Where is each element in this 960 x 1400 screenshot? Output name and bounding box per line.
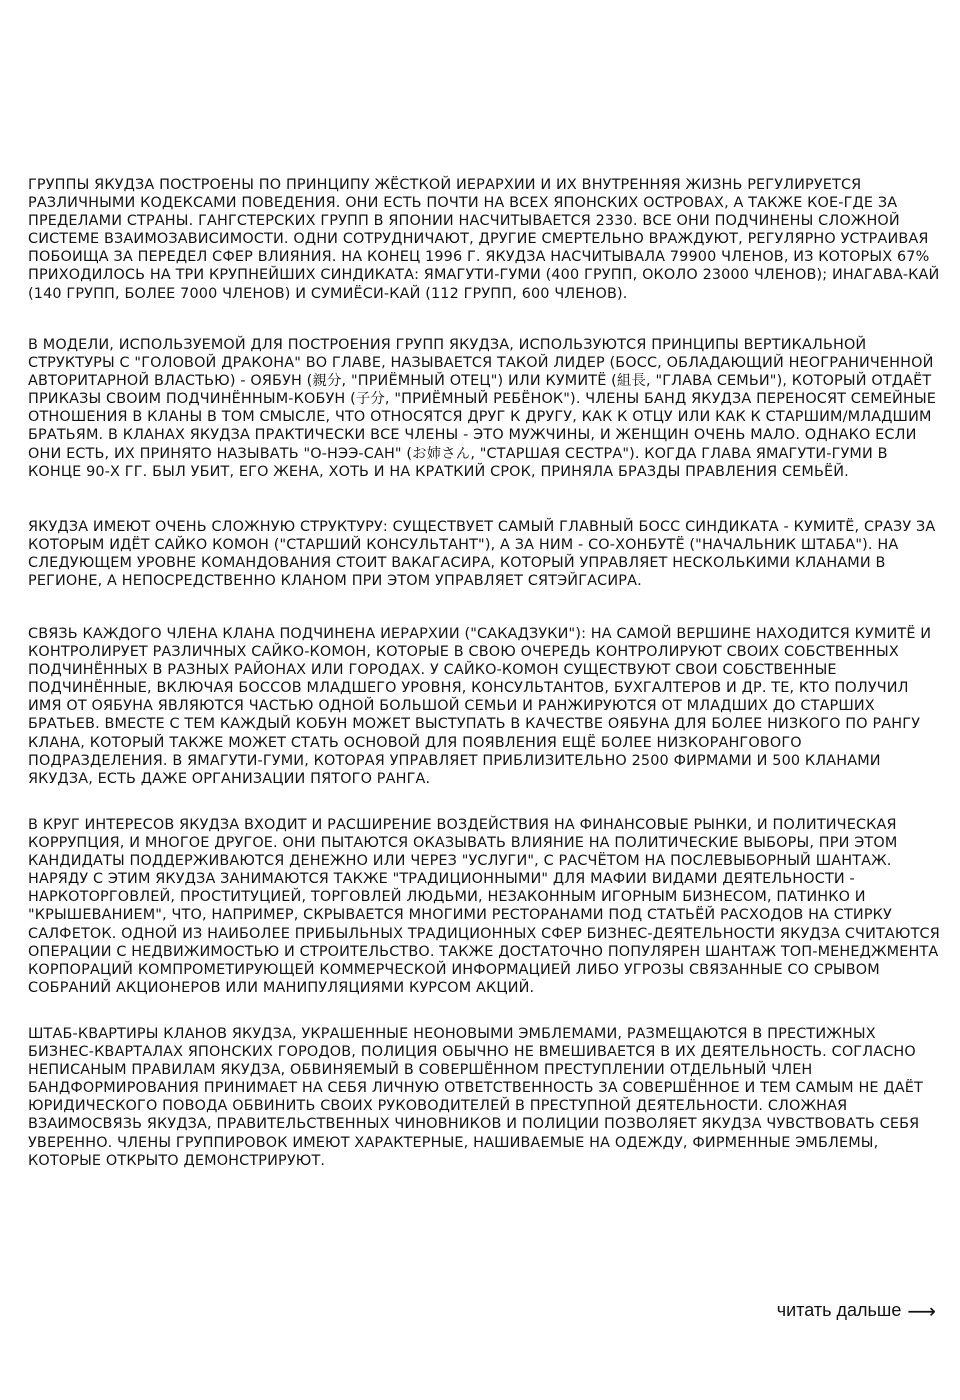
read-more-link[interactable] xyxy=(777,1300,936,1321)
paragraph-headquarters: ШТАБ-КВАРТИРЫ КЛАНОВ ЯКУДЗА, УКРАШЕННЫЕ НЕОНОВЫМИ ЭМБЛЕМАМИ, РАЗМЕЩАЮТСЯ В ПРЕСТИЖНЫХ БИЗНЕС-КВАРТАЛАХ ЯПОНСКИХ ГОРОДОВ, ПОЛИЦИЯ ОБЫЧНО НЕ ВМЕШИВАЕТСЯ В ИХ ДЕЯТЕЛЬНОСТЬ. СОГЛАСНО НЕПИСАНЫМ ПРАВИЛАМ ЯКУДЗА, ОБВИНЯЕМЫЙ В СОВЕРШЁННОМ ПРЕСТУПЛЕНИИ ОТДЕЛЬНЫЙ ЧЛЕН БАНДФОРМИРОВАНИЯ ПРИНИМАЕТ НА СЕБЯ ЛИЧНУЮ ОТВЕТСТВЕННОСТЬ ЗА СОВЕРШЁННОЕ И ТЕМ САМЫМ НЕ ДАЁТ ЮРИДИЧЕСКОГО ПОВОДА ОБВИНИТЬ СВОИХ РУКОВОДИТЕЛЕЙ В ПРЕСТУПНОЙ ДЕЯТЕЛЬНОСТИ. СЛОЖНАЯ ВЗАИМОСВЯЗЬ ЯКУДЗА, ПРАВИТЕЛЬСТВЕННЫХ ЧИНОВНИКОВ И ПОЛИЦИИ ПОЗВОЛЯЕТ ЯКУДЗА ЧУВСТВОВАТЬ СЕБЯ УВЕРЕННО. ЧЛЕНЫ ГРУППИРОВОК ИМЕЮТ ХАРАКТЕРНЫЕ, НАШИВАЕМЫЕ НА ОДЕЖДУ, ФИРМЕННЫЕ ЭМБЛЕМЫ, КОТОРЫЕ ОТКРЫТО ДЕМОНСТРИРУЮТ. xyxy=(28,1026,923,1169)
paragraph-interests: В КРУГ ИНТЕРЕСОВ ЯКУДЗА ВХОДИТ И РАСШИРЕНИЕ ВОЗДЕЙСТВИЯ НА ФИНАНСОВЫЕ РЫНКИ, И ПОЛИТИЧЕСКАЯ КОРРУПЦИЯ, И МНОГОЕ ДРУГОЕ. ОНИ ПЫТАЮТСЯ ОКАЗЫВАТЬ ВЛИЯНИЕ НА ПОЛИТИЧЕСКИЕ ВЫБОРЫ, ПРИ ЭТОМ КАНДИДАТЫ ПОДДЕРЖИВАЮТСЯ ДЕНЕЖНО ИЛИ ЧЕРЕЗ "УСЛУГИ", С РАСЧЁТОМ НА ПОСЛЕВЫБОРНЫЙ ШАНТАЖ. НАРЯДУ С ЭТИМ ЯКУДЗА ЗАНИМАЮТСЯ ТАКЖЕ "ТРАДИЦИОННЫМИ" ДЛЯ МАФИИ ВИДАМИ ДЕЯТЕЛЬНОСТИ - НАРКОТОРГОВЛЕЙ, ПРОСТИТУЦИЕЙ, ТОРГОВЛЕЙ ЛЮДЬМИ, НЕЗАКОННЫМ ИГОРНЫМ БИЗНЕСОМ, ПАТИНКО И "КРЫШЕВАНИЕМ", ЧТО, НАПРИМЕР, СКРЫВАЕТСЯ МНОГИМИ РЕСТОРАНАМИ ПОД СТАТЬЁЙ РАСХОДОВ НА СТИРКУ САЛФЕТОК. ОДНОЙ ИЗ НАИБОЛЕЕ ПРИБЫЛЬНЫХ ТРАДИЦИОННЫХ СФЕР БИЗНЕС-ДЕЯТЕЛЬНОСТИ ЯКУДЗА СЧИТАЮТСЯ ОПЕРАЦИИ С НЕДВИЖИМОСТЬЮ И СТРОИТЕЛЬСТВО. ТАКЖЕ ДОСТАТОЧНО ПОПУЛЯРЕН ШАНТАЖ ТОП-МЕНЕДЖМЕНТА КОРПОРАЦИЙ КОМПРОМЕТИРУЮЩЕЙ КОММЕРЧЕСКОЙ ИНФОРМАЦИЕЙ ЛИБО УГРОЗЫ СВЯЗАННЫЕ СО СРЫВОМ СОБРАНИЙ АКЦИОНЕРОВ ИЛИ МАНИПУЛЯЦИЯМИ КУРСОМ АКЦИЙ. xyxy=(28,817,940,996)
paragraph-structure: ЯКУДЗА ИМЕЮТ ОЧЕНЬ СЛОЖНУЮ СТРУКТУРУ: СУЩЕСТВУЕТ САМЫЙ ГЛАВНЫЙ БОСС СИНДИКАТА - КУМИТЁ, СРАЗУ ЗА КОТОРЫМ ИДЁТ САЙКО КОМОН ("СТАРШИЙ КОНСУЛЬТАНТ"), А ЗА НИМ - СО-ХОНБУТЁ ("НАЧАЛЬНИК ШТАБА"). НА СЛЕДУЮЩЕМ УРОВНЕ КОМАНДОВАНИЯ СТОИТ ВАКАГАСИРА, КОТОРЫЙ УПРАВЛЯЕТ НЕСКОЛЬКИМИ КЛАНАМИ В РЕГИОНЕ, А НЕПОСРЕДСТВЕННО КЛАНОМ ПРИ ЭТОМ УПРАВЛЯЕТ СЯТЭЙГАСИРА. xyxy=(28,519,936,590)
arrow-right-icon: ⟶ xyxy=(907,1298,936,1323)
paragraph-yakuza-groups: ГРУППЫ ЯКУДЗА ПОСТРОЕНЫ ПО ПРИНЦИПУ ЖЁСТКОЙ ИЕРАРХИИ И ИХ ВНУТРЕННЯЯ ЖИЗНЬ РЕГУЛИРУЕТСЯ РАЗЛИЧНЫМИ КОДЕКСАМИ ПОВЕДЕНИЯ. ОНИ ЕСТЬ ПОЧТИ НА ВСЕХ ЯПОНСКИХ ОСТРОВАХ, А ТАКЖЕ КОЕ-ГДЕ ЗА ПРЕДЕЛАМИ СТРАНЫ. ГАНГСТЕРСКИХ ГРУПП В ЯПОНИИ НАСЧИТЫВАЕТСЯ 2330. ВСЕ ОНИ ПОДЧИНЕНЫ СЛОЖНОЙ СИСТЕМЕ ВЗАИМОЗАВИСИМОСТИ. ОДНИ СОТРУДНИЧАЮТ, ДРУГИЕ СМЕРТЕЛЬНО ВРАЖДУЮТ, РЕГУЛЯРНО УСТРАИВАЯ ПОБОИЩА ЗА ПЕРЕДЕЛ СФЕР ВЛИЯНИЯ. НА КОНЕЦ 1996 Г. ЯКУДЗА НАСЧИТЫВАЛА 79900 ЧЛЕНОВ, ИЗ КОТОРЫХ 67% ПРИХОДИЛОСЬ НА ТРИ КРУПНЕЙШИХ СИНДИКАТА: ЯМАГУТИ-ГУМИ (400 ГРУПП, ОКОЛО 23000 ЧЛЕНОВ); ИНАГАВА-КАЙ (140 ГРУПП, БОЛЕЕ 7000 ЧЛЕНОВ) И СУМИЁСИ-КАЙ (112 ГРУПП, 600 ЧЛЕНОВ). xyxy=(28,177,940,302)
paragraph-hierarchy-model: В МОДЕЛИ, ИСПОЛЬЗУЕМОЙ ДЛЯ ПОСТРОЕНИЯ ГРУПП ЯКУДЗА, ИСПОЛЬЗУЮТСЯ ПРИНЦИПЫ ВЕРТИКАЛЬНОЙ СТРУКТУРЫ С "ГОЛОВОЙ ДРАКОНА" ВО ГЛАВЕ, НАЗЫВАЕТСЯ ТАКОЙ ЛИДЕР (БОСС, ОБЛАДАЮЩИЙ НЕОГРАНИЧЕННОЙ АВТОРИТАРНОЙ ВЛАСТЬЮ) - ОЯБУН (親分, "ПРИЁМНЫЙ ОТЕЦ") ИЛИ КУМИТЁ (組長, "ГЛАВА СЕМЬИ"), КОТОРЫЙ ОТДАЁТ ПРИКАЗЫ СВОИМ ПОДЧИНЁННЫМ-КОБУН (子分, "ПРИЁМНЫЙ РЕБЁНОК"). ЧЛЕНЫ БАНД ЯКУДЗА ПЕРЕНОСЯТ СЕМЕЙНЫЕ ОТНОШЕНИЯ В КЛАНЫ В ТОМ СМЫСЛЕ, ЧТО ОТНОСЯТСЯ ДРУГ К ДРУГУ, КАК К ОТЦУ ИЛИ КАК К СТАРШИМ/МЛАДШИМ БРАТЬЯМ. В КЛАНАХ ЯКУДЗА ПРАКТИЧЕСКИ ВСЕ ЧЛЕНЫ - ЭТО МУЖЧИНЫ, И ЖЕНЩИН ОЧЕНЬ МАЛО. ОДНАКО ЕСЛИ ОНИ ЕСТЬ, ИХ ПРИНЯТО НАЗЫВАТЬ "О-НЭЭ-САН" (お姉さん, "СТАРШАЯ СЕСТРА"). КОГДА ГЛАВА ЯМАГУТИ-ГУМИ В КОНЦЕ 90-Х ГГ. БЫЛ УБИТ, ЕГО ЖЕНА, ХОТЬ И НА КРАТКИЙ СРОК, ПРИНЯЛА БРАЗДЫ ПРАВЛЕНИЯ СЕМЬЁЙ. xyxy=(28,337,937,480)
read-more-label: читать дальше xyxy=(776,1300,902,1320)
paragraph-sakazuki: СВЯЗЬ КАЖДОГО ЧЛЕНА КЛАНА ПОДЧИНЕНА ИЕРАРХИИ ("САКАДЗУКИ"): НА САМОЙ ВЕРШИНЕ НАХОДИТСЯ КУМИТЁ И КОНТРОЛИРУЕТ РАЗЛИЧНЫХ САЙКО-КОМОН, КОТОРЫЕ В СВОЮ ОЧЕРЕДЬ КОНТРОЛИРУЮТ СВОИХ СОБСТВЕННЫХ ПОДЧИНЁННЫХ В РАЗНЫХ РАЙОНАХ ИЛИ ГОРОДАХ. У САЙКО-КОМОН СУЩЕСТВУЮТ СВОИ СОБСТВЕННЫЕ ПОДЧИНЁННЫЕ, ВКЛЮЧАЯ БОССОВ МЛАДШЕГО УРОВНЯ, КОНСУЛЬТАНТОВ, БУХГАЛТЕРОВ И ДР. ТЕ, КТО ПОЛУЧИЛ ИМЯ ОТ ОЯБУНА ЯВЛЯЮТСЯ ЧАСТЬЮ ОДНОЙ БОЛЬШОЙ СЕМЬИ И РАНЖИРУЮТСЯ ОТ МЛАДШИХ ДО СТАРШИХ БРАТЬЕВ. ВМЕСТЕ С ТЕМ КАЖДЫЙ КОБУН МОЖЕТ ВЫСТУПАТЬ В КАЧЕСТВЕ ОЯБУНА ДЛЯ БОЛЕЕ НИЗКОГО ПО РАНГУ КЛАНА, КОТОРЫЙ ТАКЖЕ МОЖЕТ СТАТЬ ОСНОВОЙ ДЛЯ ПОЯВЛЕНИЯ ЕЩЁ БОЛЕЕ НИЗКОРАНГОВОГО ПОДРАЗДЕЛЕНИЯ. В ЯМАГУТИ-ГУМИ, КОТОРАЯ УПРАВЛЯЕТ ПРИБЛИЗИТЕЛЬНО 2500 ФИРМАМИ И 500 КЛАНАМИ ЯКУДЗА, ЕСТЬ ДАЖЕ ОРГАНИЗАЦИИ ПЯТОГО РАНГА. xyxy=(28,626,932,787)
